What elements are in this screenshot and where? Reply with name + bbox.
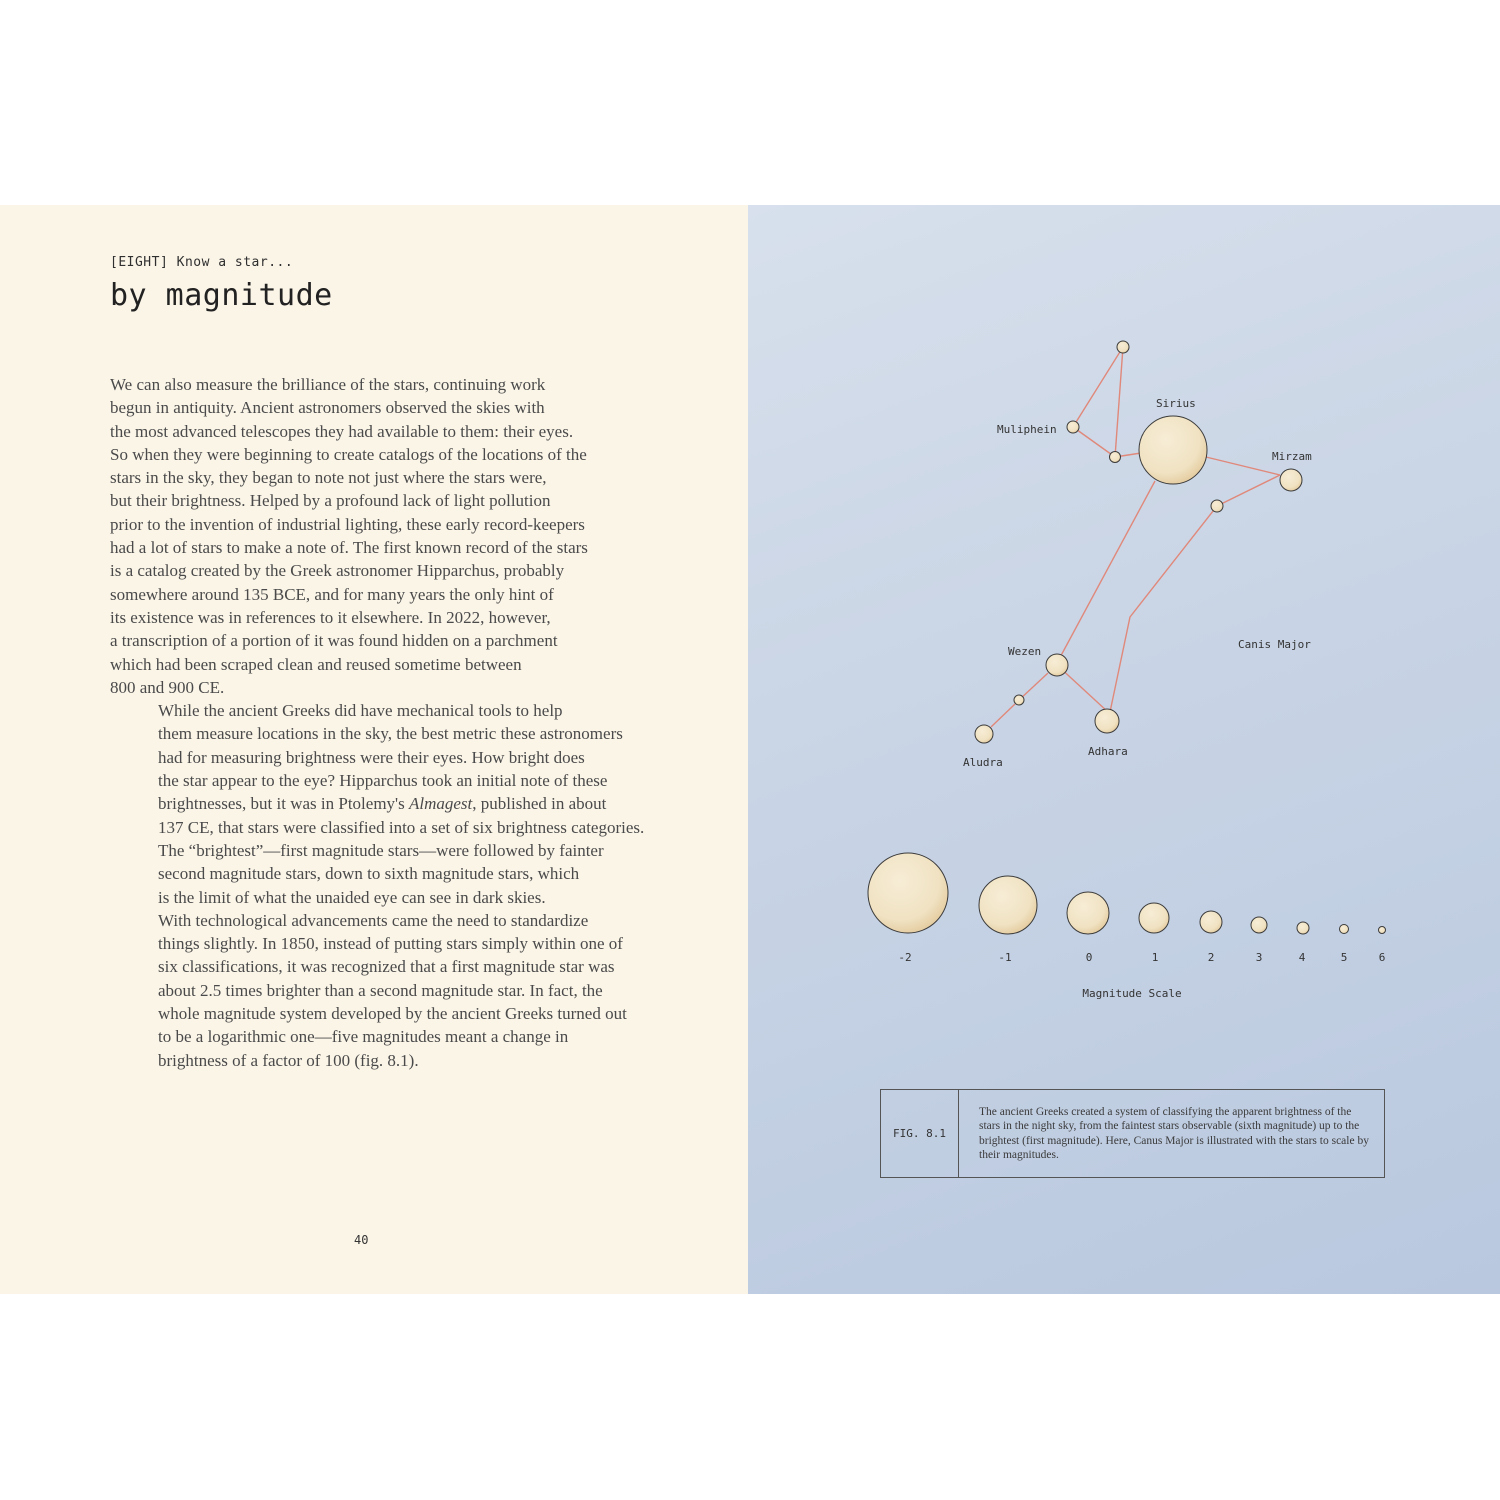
constellation-line	[1073, 347, 1123, 427]
body-line: second magnitude stars, down to sixth magnitude stars, which	[158, 864, 580, 884]
body-line: whole magnitude system developed by the ancient Greeks turned out	[158, 1004, 627, 1024]
star-unnamed-small	[1110, 452, 1121, 463]
star-mirzam	[1280, 469, 1302, 491]
constellation-line	[1110, 506, 1217, 712]
magnitude-star	[1340, 925, 1349, 934]
body-line: stars in the sky, they began to note not just where the stars were,	[110, 468, 547, 488]
constellation-line	[1073, 427, 1115, 457]
body-line: begun in antiquity. Ancient astronomers observed the skies with	[110, 398, 545, 418]
figure-caption-text: The ancient Greeks created a system of classifying the apparent brightness of the stars in the night sky, from the faintest stars observable (sixth magnitude) up to the brightest (first magnitude). Here, Canus Major is illustrated with the stars to scale by their magnitudes.	[979, 1106, 1369, 1162]
figure-caption-label: FIG. 8.1	[881, 1090, 959, 1177]
body-line: them measure locations in the sky, the best metric these astronomers	[158, 724, 623, 744]
page-number: 40	[354, 1233, 369, 1247]
magnitude-star	[1297, 922, 1309, 934]
star-muliphein	[1067, 421, 1079, 433]
right-page	[748, 205, 1500, 1294]
star-unnamed-mid	[1211, 500, 1223, 512]
magnitude-star	[1251, 917, 1267, 933]
magnitude-scale	[868, 853, 1386, 934]
constellation-lines	[991, 347, 1280, 727]
constellation-line	[1206, 457, 1280, 475]
label-sirius: Sirius	[1156, 397, 1196, 410]
magnitude-label: 3	[1255, 951, 1263, 964]
magnitude-label: 4	[1298, 951, 1306, 964]
body-line: 800 and 900 CE.	[110, 677, 225, 697]
magnitude-label: 6	[1378, 951, 1386, 964]
body-line: With technological advancements came the need to standardize	[158, 910, 589, 930]
star-unnamed-top	[1117, 341, 1129, 353]
book-title-almagest: Almagest	[408, 794, 473, 814]
magnitude-label: -1	[998, 951, 1012, 964]
label-constellation: Canis Major	[1238, 638, 1311, 651]
label-wezen: Wezen	[1008, 645, 1042, 658]
body-line: had a lot of stars to make a note of. The first known record of the stars	[110, 538, 588, 558]
label-mirzam: Mirzam	[1272, 450, 1312, 463]
constellation-line	[1019, 673, 1048, 700]
body-line: about 2.5 times brighter than a second magnitude star. In fact, the	[158, 980, 603, 1000]
magnitude-star	[1200, 911, 1222, 933]
magnitude-star	[1379, 927, 1386, 934]
body-line: We can also measure the brilliance of the stars, continuing work	[110, 375, 546, 394]
figure-caption	[880, 1089, 1385, 1178]
chapter-title: by magnitude	[110, 278, 333, 313]
body-line: which had been scraped clean and reused sometime between	[110, 654, 522, 674]
star-aludra	[975, 725, 993, 743]
body-paragraph	[110, 699, 670, 909]
constellation-line	[1115, 347, 1123, 457]
body-line: its existence was in references to it elsewhere. In 2022, however,	[110, 607, 551, 627]
body-line: The “brightest”—first magnitude stars—were followed by fainter	[158, 840, 604, 860]
body-line: a transcription of a portion of it was found hidden on a parchment	[110, 631, 558, 651]
body-line: While the ancient Greeks did have mechanical tools to help	[158, 701, 563, 721]
body-line: brightness of a factor of 100 (fig. 8.1).	[158, 1050, 419, 1070]
magnitude-scale-title: Magnitude Scale	[1082, 987, 1182, 1000]
body-line: six classifications, it was recognized that a first magnitude star was	[158, 957, 615, 977]
body-paragraph	[110, 373, 670, 699]
magnitude-label: 0	[1085, 951, 1093, 964]
magnitude-labels	[898, 951, 1385, 1000]
body-text	[110, 373, 670, 1072]
body-line: brightnesses, but it was in Ptolemy's Almagest, published in about	[158, 794, 607, 814]
constellation-stars	[975, 341, 1302, 743]
magnitude-star	[1139, 903, 1169, 933]
constellation-line	[1057, 481, 1155, 663]
body-paragraph	[110, 909, 670, 1072]
body-line: but their brightness. Helped by a profound lack of light pollution	[110, 491, 551, 511]
body-line: So when they were beginning to create catalogs of the locations of the	[110, 444, 587, 464]
magnitude-star	[979, 876, 1037, 934]
magnitude-label: -2	[898, 951, 912, 964]
book-spread	[0, 205, 1500, 1294]
constellation-line	[991, 704, 1015, 727]
label-muliphein: Muliphein	[997, 423, 1057, 436]
body-line: had for measuring brightness were their eyes. How bright does	[158, 747, 585, 767]
body-line: the most advanced telescopes they had available to them: their eyes.	[110, 421, 574, 441]
star-wezen	[1046, 654, 1068, 676]
star-sirius	[1139, 416, 1207, 484]
body-line: things slightly. In 1850, instead of putting stars simply within one of	[158, 934, 623, 954]
star-unnamed-low	[1014, 695, 1024, 705]
magnitude-star	[868, 853, 948, 933]
magnitude-label: 2	[1207, 951, 1215, 964]
body-line: to be a logarithmic one—five magnitudes meant a change in	[158, 1027, 569, 1047]
body-line: the star appear to the eye? Hipparchus took an initial note of these	[158, 771, 608, 791]
label-aludra: Aludra	[963, 756, 1003, 769]
left-page	[0, 205, 748, 1294]
chapter-label: [EIGHT] Know a star...	[110, 255, 294, 270]
star-adhara	[1095, 709, 1119, 733]
magnitude-label: 5	[1340, 951, 1348, 964]
constellation-line	[1217, 475, 1280, 506]
body-line: is a catalog created by the Greek astronomer Hipparchus, probably	[110, 561, 565, 581]
label-adhara: Adhara	[1088, 745, 1128, 758]
body-line: prior to the invention of industrial lighting, these early record-keepers	[110, 514, 585, 534]
star-labels	[963, 397, 1312, 769]
magnitude-star	[1067, 892, 1109, 934]
body-line: 137 CE, that stars were classified into a set of six brightness categories.	[158, 817, 645, 837]
body-line: is the limit of what the unaided eye can see in dark skies.	[158, 887, 546, 907]
magnitude-label: 1	[1151, 951, 1159, 964]
body-line: somewhere around 135 BCE, and for many years the only hint of	[110, 584, 554, 604]
